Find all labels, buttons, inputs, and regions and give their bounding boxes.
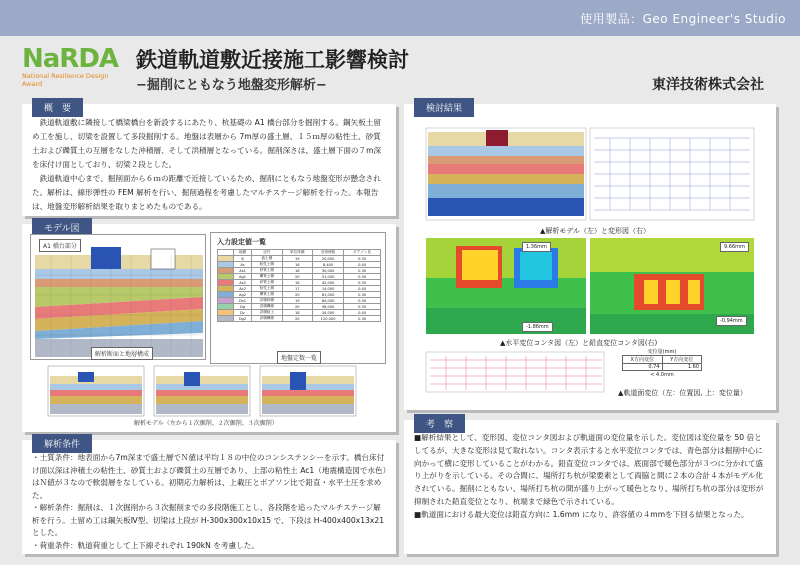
th-poisson: ポアソン比 <box>344 250 381 256</box>
model-panel <box>22 224 396 432</box>
table-cell: B <box>234 256 252 262</box>
results-panel <box>404 104 776 410</box>
table-cell: 洪積粘土 <box>252 310 282 316</box>
table-cell: Dg2 <box>234 316 252 322</box>
stage-drawings <box>38 364 368 418</box>
table-cell: 20 <box>282 316 312 322</box>
caption-contours: ▲水平変位コンタ図（左）と鉛直変位コンタ図(右) <box>500 339 658 347</box>
logo-word: NaRDA <box>22 44 119 74</box>
table-cell: 洪積礫層 <box>252 304 282 310</box>
horizontal-contour-figure <box>426 238 586 334</box>
track-position-figure <box>426 352 604 392</box>
stage-1 <box>48 366 144 416</box>
table-cell: 34,000 <box>312 310 343 316</box>
table-cell: 粘性土層 <box>252 286 282 292</box>
table-header <box>218 250 381 256</box>
condition-item-soil: ・土質条件：地表面から7m深まで盛土層でＮ値は平均１８の中位のコンシステンシーを示す。橋台床付け面以深は沖積土の粘性土、砂質土および礫質土の互層であり、上部の粘性土 Ac1（地震構造図で水色）はＮ値が３なので軟弱層をなしている。初期応力解析は、上載圧とポアソン比で鉛直・水平土圧を求めた。 <box>32 453 387 500</box>
discussion-tag: 考 察 <box>414 414 465 433</box>
table-cell: 盛土層 <box>252 256 282 262</box>
condition-item-load: ・荷重条件：軌道荷重として上下線それぞれ 190kN を考慮した。 <box>32 540 259 550</box>
mesh-drawing <box>31 235 207 361</box>
disp-value-row <box>622 364 702 371</box>
narda-logo <box>22 44 130 92</box>
results-figures <box>404 104 776 404</box>
table-cell: 0.40 <box>344 310 381 316</box>
disp-title: 変位量(mm) <box>647 349 677 355</box>
discussion-item-2: ■軌道面における最大変位は鉛直方向に 1.6mm になり、許容値の４mmを下回る結果となった。 <box>414 509 749 519</box>
table-cell: 砂質土層 <box>252 280 282 286</box>
table-cell: 粘性土層 <box>252 262 282 268</box>
caption-model-deformation: ▲解析モデル（左）と変形図（右） <box>540 227 651 235</box>
table-cell: 0.40 <box>344 286 381 292</box>
table-cell: 14,000 <box>312 286 343 292</box>
conditions-panel <box>22 440 396 554</box>
table-cell: 61,000 <box>312 292 343 298</box>
disp-header-row <box>622 355 702 364</box>
table-cell: 0.30 <box>344 268 381 274</box>
mesh-caption: 解析断面と地層構成 <box>91 347 153 360</box>
table-title: 入力設定値一覧 <box>217 238 266 246</box>
stage-3 <box>260 366 356 416</box>
stage-2 <box>154 366 250 416</box>
stage-caption: 解析モデル（左から１次掘削、２次掘削、３次掘削） <box>134 420 278 427</box>
a1-label: A1 橋台部分 <box>39 239 81 252</box>
conditions-tag: 解析条件 <box>32 434 92 453</box>
table-cell: 0.30 <box>344 298 381 304</box>
disp-limit: < 4.0mm <box>650 372 674 378</box>
table-cell: 51,000 <box>312 274 343 280</box>
v-contour-min-label: -0.94mm <box>716 316 747 326</box>
table-cell: 0.30 <box>344 292 381 298</box>
discussion-list <box>414 432 768 522</box>
parameter-table-box <box>210 232 386 364</box>
th-symbol: 記号 <box>252 250 282 256</box>
table-cell: Ds1 <box>234 298 252 304</box>
v-contour-max-label: 9.66mm <box>720 242 749 252</box>
parameter-table <box>217 249 381 322</box>
table-cell: 洪積砂層 <box>252 298 282 304</box>
table-cell: 17 <box>282 286 312 292</box>
table-cell: 16 <box>282 262 312 268</box>
table-cell: 18 <box>282 268 312 274</box>
displacement-table <box>622 348 702 378</box>
table-cell: 98,000 <box>312 304 343 310</box>
th-layer: 地層 <box>234 250 252 256</box>
caption-track-displacement: ▲軌道面変位（左：位置図, 上：変位量） <box>618 389 747 397</box>
table-cell: Ac2 <box>234 286 252 292</box>
page-title: 鉄道軌道敷近接施工影響検討 <box>136 48 409 72</box>
disp-x-value: 0.74 <box>623 364 663 370</box>
table-cell: Dc <box>234 310 252 316</box>
analysis-model-figure <box>426 128 586 220</box>
table-cell: Ag1 <box>234 274 252 280</box>
table-cell: 18 <box>282 310 312 316</box>
overview-tag: 概 要 <box>32 98 83 117</box>
table-cell: 8,400 <box>312 262 343 268</box>
disp-y-value: 1.60 <box>687 364 699 370</box>
table-cell: 礫質土層 <box>252 274 282 280</box>
conditions-list <box>32 452 388 552</box>
stage-figures <box>38 364 368 428</box>
table-cell: 20 <box>282 274 312 280</box>
table-cell: 120,000 <box>312 316 343 322</box>
overview-panel <box>22 104 396 216</box>
table-cell: 20 <box>282 304 312 310</box>
discussion-panel <box>404 420 776 554</box>
table-cell: Ac <box>234 262 252 268</box>
th-modulus: 変形係数 <box>312 250 343 256</box>
overview-para-2: 鉄道軌道中心まで、掘削面から６ｍの距離で近接しているため、掘削にともなう地盤変形が懸念された。解析は、線形弾性の FEM 解析を行い、掘削過程を考慮したマルチステージ解析を行った。本報告は、地盤変形解析結果を取りまとめたものである。 <box>32 174 381 211</box>
deformation-figure <box>590 128 754 220</box>
company-name: 東洋技術株式会社 <box>652 77 764 93</box>
table-cell: 0.40 <box>344 262 381 268</box>
table-cell: 0.30 <box>344 280 381 286</box>
table-cell: Ag2 <box>234 292 252 298</box>
table-caption: 地盤定数一覧 <box>277 351 321 364</box>
h-contour-min-label: -1.86mm <box>522 322 553 332</box>
table-cell: 0.30 <box>344 274 381 280</box>
disp-head-x: X方向変位 <box>623 356 663 363</box>
model-tag: モデル図 <box>32 218 92 237</box>
table-cell: 30,000 <box>312 268 343 274</box>
table-cell: 0.35 <box>344 256 381 262</box>
table-cell: 洪積礫層 <box>252 316 282 322</box>
top-bar <box>0 0 800 36</box>
table-cell: 18 <box>282 280 312 286</box>
product-label: 使用製品：Geo Engineer's Studio <box>580 12 786 26</box>
table-cell: 礫質土層 <box>252 292 282 298</box>
table-cell: 20,000 <box>312 256 343 262</box>
table-cell: 砂質土層 <box>252 268 282 274</box>
mesh-figure <box>30 234 206 360</box>
logo-sub: National Resilience Design Award <box>22 72 109 88</box>
table-cell: 0.30 <box>344 304 381 310</box>
results-tag: 検討結果 <box>414 98 474 117</box>
disp-head-y: Y方向変位 <box>670 357 694 363</box>
table-row <box>218 316 381 322</box>
table-cell: 19 <box>282 298 312 304</box>
table-cell: 19 <box>282 256 312 262</box>
table-cell: 84,000 <box>312 298 343 304</box>
discussion-item-1: ■解析結果として、変形図、変位コンタ図および軌道面の変位量を示した。変位図は変位量を 50 倍としてるが、大きな変形は見て取れない。コンタ表示すると水平変位コンタでは、青色部分は掘削中心に向かって横に変形していることがわかる。鉛直変位コンタでは、底面部で暖色部分が３つに分かれて盛り上がりを示している。その合間に、場所打ち杭が梁要素として両脇と間に２本の合計４本がモデル化されている。掘削にともない、場所打ち杭の間が盛り上がって暖色となり、場所打ち杭の部分は変形が抑制された鉛直変位となり、杭端まで緑色で示されている。 <box>414 433 764 506</box>
table-cell: As2 <box>234 280 252 286</box>
th-unit-weight: 単位体積 <box>282 250 312 256</box>
table-cell: 20 <box>282 292 312 298</box>
table-cell: As1 <box>234 268 252 274</box>
overview-para-1: 鉄道軌道敷に隣接して橋梁橋台を新設するにあたり、杭基礎の A1 橋台部分を掘削する。鋼矢板土留め工を施し、切梁を設置して多段掘削する。地盤は表層から 7m厚の盛土層、１５ｍ厚の粘性土、砂質土および礫質土の互層をなした沖積層、そして洪積層となっている。掘削深さは、盛土層下面の７m深を床付け面としており、切梁２段とした。 <box>32 118 382 169</box>
h-contour-max-label: 1.36mm <box>522 242 551 252</box>
table-cell: 0.30 <box>344 316 381 322</box>
page-subtitle: −掘削にともなう地盤変形解析− <box>136 78 327 93</box>
overview-text <box>32 116 388 214</box>
table-cell: Dg <box>234 304 252 310</box>
table-cell: 42,000 <box>312 280 343 286</box>
condition-item-analysis: ・解析条件：掘削は、１次掘削から３次掘削までの多段階施工とし、各段階を追ったマルチステージ解析を行う。土留め工は鋼矢板Ⅳ型、切梁は上段が H-300x300x10x15 で、下段は H-400x400x13x21 とした。 <box>32 503 385 537</box>
